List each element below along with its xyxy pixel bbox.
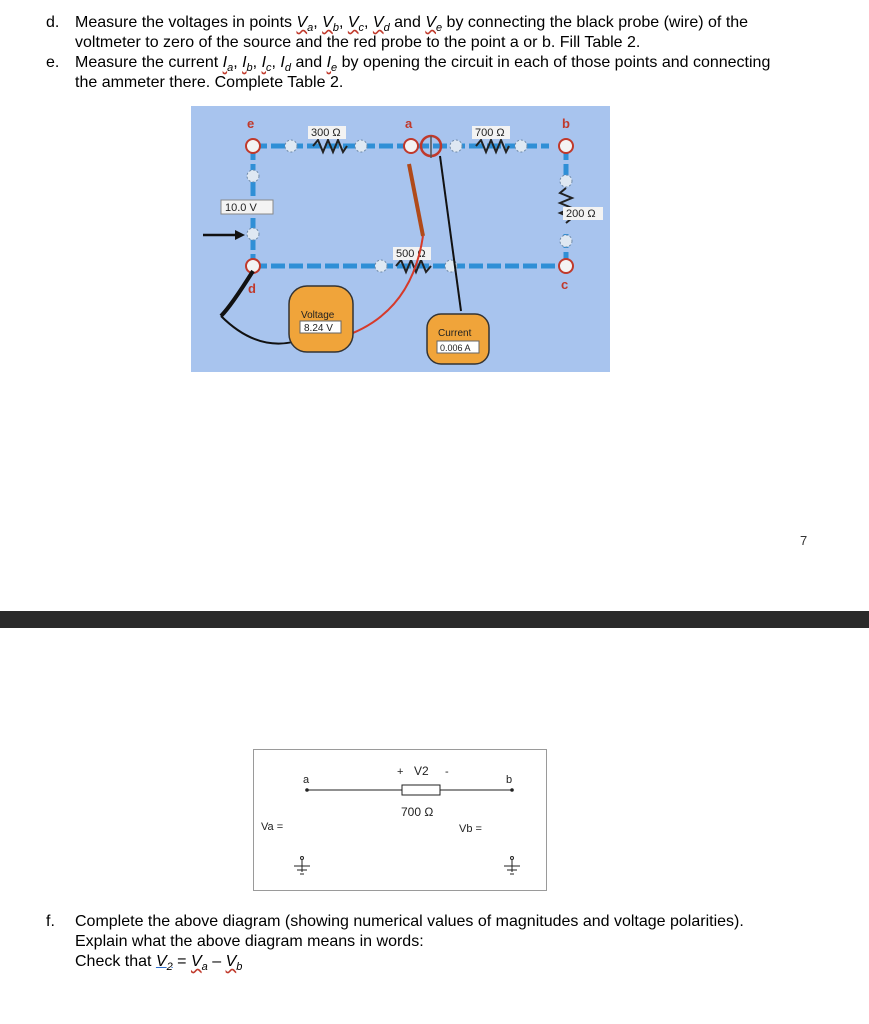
question-f-line3: Check that $V_2 = V_a - V_b$ xyxy=(75,953,243,974)
question-e-line2: the ammeter there. Complete Table 2. xyxy=(75,74,344,91)
diagram-resistor-icon xyxy=(402,785,440,795)
point-label-e: e xyxy=(247,116,255,131)
diagram-v2-label: V2 xyxy=(414,764,429,778)
question-d-label: d. xyxy=(46,14,60,31)
question-e-label: e. xyxy=(46,54,60,71)
diagram-label-b: b xyxy=(506,774,513,786)
question-f xyxy=(46,912,846,972)
ground-icon-left xyxy=(294,857,310,875)
question-f-label: f. xyxy=(46,913,55,930)
point-label-d: d xyxy=(248,281,256,296)
diagram-minus: - xyxy=(445,766,449,778)
resistor-700-label: 700 Ω xyxy=(475,127,505,139)
point-label-a: a xyxy=(405,116,413,131)
ammeter-value: 0.006 A xyxy=(440,343,471,353)
diagram-label-a: a xyxy=(303,774,310,786)
question-d xyxy=(46,13,846,53)
diagram-node-a xyxy=(305,788,309,792)
question-d-line2: voltmeter to zero of the source and the red probe to the point a or b. Fill Table 2. xyxy=(75,34,641,51)
page-number: 7 xyxy=(800,533,808,548)
resistor-200-label: 200 Ω xyxy=(566,208,596,220)
diagram-plus: + xyxy=(397,766,404,778)
point-label-b: b xyxy=(562,116,570,131)
ammeter-label: Current xyxy=(438,328,472,339)
circuit-simulation xyxy=(191,106,610,372)
question-f-line2: Explain what the above diagram means in words: xyxy=(75,933,424,950)
voltmeter-label: Voltage xyxy=(301,310,335,321)
question-f-line1: Complete the above diagram (showing numerical values of magnitudes and voltage polarities). xyxy=(75,913,744,930)
voltage-diagram-box xyxy=(253,749,547,891)
ground-icon-right xyxy=(504,857,520,875)
question-e xyxy=(46,53,846,93)
resistor-500-label: 500 Ω xyxy=(396,248,426,260)
point-label-c: c xyxy=(561,277,569,292)
question-e-line1: Measure the current $I_a$, $I_b$, $I_c$, $I_d$ and $I_e$ by opening the circuit in each of those points and connecting xyxy=(75,54,771,75)
diagram-vb-label: Vb = xyxy=(459,823,482,835)
ammeter xyxy=(427,314,489,364)
diagram-resistor-value: 700 Ω xyxy=(401,805,434,819)
diagram-node-b xyxy=(510,788,514,792)
diagram-va-label: Va = xyxy=(261,821,284,833)
page-break xyxy=(0,611,869,628)
resistor-300-label: 300 Ω xyxy=(311,127,341,139)
voltmeter-value: 8.24 V xyxy=(304,323,333,334)
voltage-diagram xyxy=(254,750,546,890)
question-d-line1: Measure the voltages in points $V_a$, $V_b$, $V_c$, $V_d$ and $V_e$ by connecting the black probe (wire) of the xyxy=(75,14,749,35)
source-voltage: 10.0 V xyxy=(225,202,257,214)
